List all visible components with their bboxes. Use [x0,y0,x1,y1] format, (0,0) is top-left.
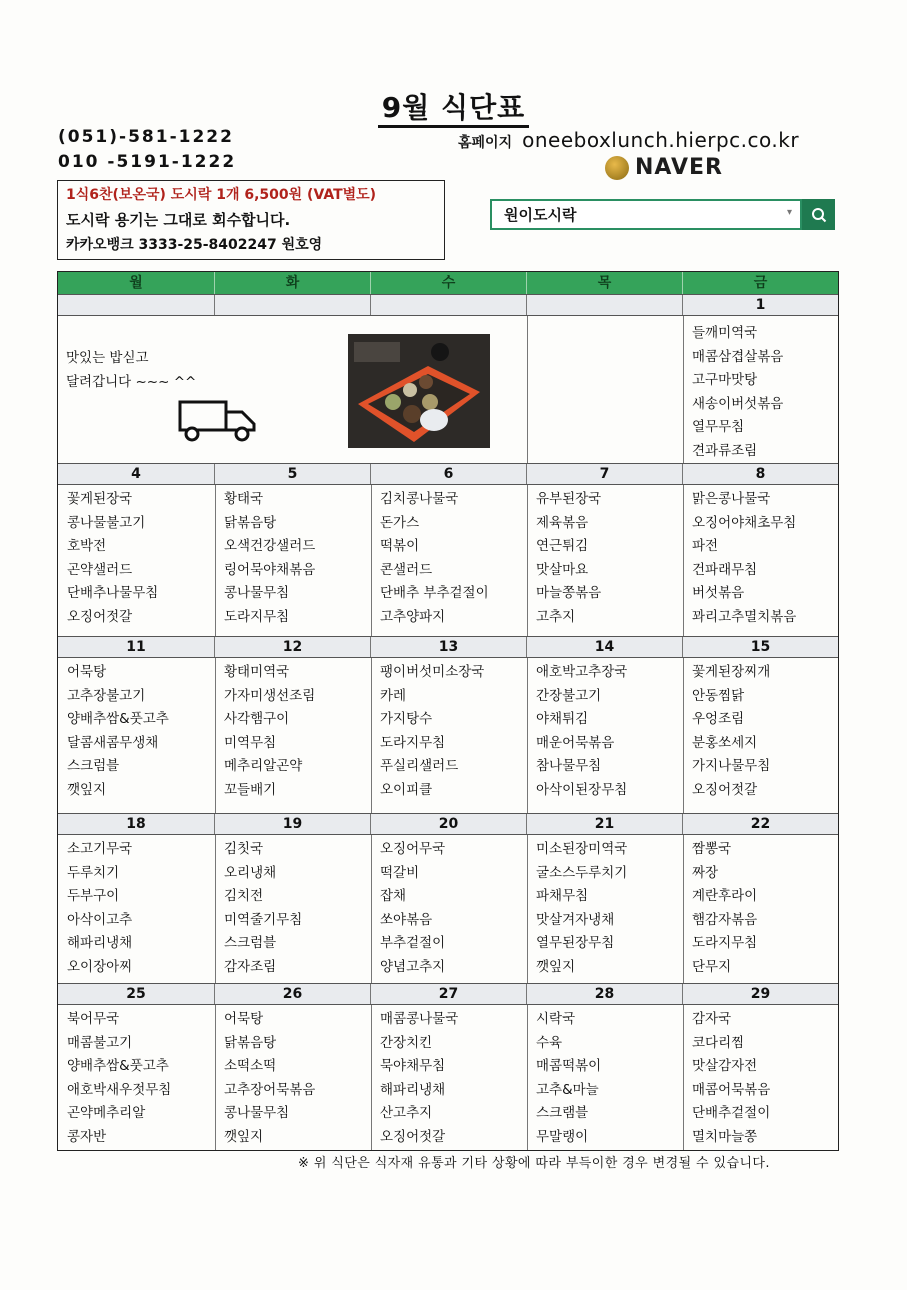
menu-item: 황태미역국 [224,664,290,680]
menu-item: 매콤떡볶이 [536,1058,602,1074]
menu-item: 사각햄구이 [224,711,290,727]
menu-item: 오리냉채 [224,864,277,881]
menu-item: 고추장불고기 [67,687,146,704]
menu-item: 오징어젓갈 [692,781,758,798]
menu-item: 오이피클 [380,781,433,798]
menu-item: 닭볶음탕 [224,514,277,531]
menu-day-29 [683,1006,838,1149]
date-label: 15 [750,639,771,655]
menu-item: 감자조림 [224,958,277,975]
date-label: 26 [215,984,371,1004]
menu-item: 고추지 [536,608,576,625]
menu-item: 양배추쌈&풋고추 [67,1058,169,1074]
menu-item: 꼬들배기 [224,781,277,798]
menu-item: 카레 [380,687,407,704]
homepage-url[interactable]: oneeboxlunch.hierpc.co.kr [522,128,800,152]
menu-day-19 [215,836,371,979]
menu-day-28 [527,1006,683,1149]
date-label: 28 [527,984,683,1004]
week-5-dates [58,983,838,1005]
weekday-fri: 금 [753,275,768,291]
menu-item: 햄감자볶음 [692,911,758,928]
date-1: 1 [755,297,766,313]
lunchbox-photo [348,334,490,448]
date-label: 29 [750,986,771,1002]
weekday-wed: 수 [371,272,527,294]
menu-item: 간장불고기 [536,687,602,704]
menu-item: 매콤삼겹살볶음 [692,348,784,365]
menu-item: 멸치마늘쫑 [692,1128,758,1145]
menu-item: 메추리알곤약 [224,758,303,774]
menu-item: 도라지무침 [224,608,290,625]
menu-item: 김칫국 [224,841,264,857]
menu-item: 매콤불고기 [67,1034,133,1051]
menu-item: 잡채 [380,888,407,904]
weekday-thu: 목 [527,272,683,294]
week-1-dates [58,294,838,316]
menu-item: 콩나물불고기 [67,514,146,531]
menu-item: 오이장아찌 [67,958,133,975]
menu-item: 고추양파지 [380,608,446,625]
phone-number-2: 010 -5191-1222 [58,152,237,172]
menu-item: 참나물무침 [536,758,602,774]
footnote: ※ 위 식단은 식자재 유통과 기타 상황에 따라 부득이한 경우 변경될 수 있습니다. [298,1156,770,1171]
menu-item: 계란후라이 [692,888,758,904]
date-label: 8 [755,466,766,482]
menu-item: 분홍쏘세지 [692,734,758,751]
date-label: 25 [58,984,215,1004]
menu-item: 푸실리샐러드 [380,758,459,774]
menu-item: 수육 [536,1034,563,1051]
menu-item: 가자미생선조림 [224,687,316,704]
menu-item: 스크럼블 [67,758,120,774]
date-label: 19 [215,814,371,834]
menu-item: 짜장 [692,864,719,881]
menu-item: 해파리냉채 [67,935,133,951]
menu-item: 콘샐러드 [380,561,433,578]
homepage [458,128,799,152]
menu-item: 스크램블 [536,1105,589,1121]
menu-item: 견과류조림 [692,442,758,459]
menu-item: 곤약샐러드 [67,561,133,578]
menu-item: 맛살겨자냉채 [536,911,615,928]
menu-item: 콩자반 [67,1128,107,1145]
menu-item: 파채무침 [536,888,589,904]
menu-item: 묵야채무침 [380,1058,446,1074]
menu-item: 안동찜닭 [692,687,745,704]
menu-item: 콩나물무침 [224,585,290,601]
phone-number-1: (051)-581-1222 [58,127,234,147]
menu-item: 유부된장국 [536,491,602,507]
menu-item: 오색건강샐러드 [224,538,316,554]
date-label: 5 [215,464,371,484]
menu-item: 산고추지 [380,1105,433,1121]
weekday-mon: 월 [58,272,215,294]
menu-item: 열무무침 [692,419,745,435]
menu-item: 어묵탕 [224,1011,264,1027]
menu-item: 우엉조림 [692,711,745,727]
menu-day-11 [58,659,215,802]
menu-day-15 [683,659,838,802]
menu-item: 새송이버섯볶음 [692,395,784,412]
delivery-truck-icon [178,398,258,444]
date-label: 21 [527,814,683,834]
menu-item: 두루치기 [67,864,120,881]
menu-day-12 [215,659,371,802]
menu-item: 마늘쫑볶음 [536,585,602,601]
menu-day-21 [527,836,683,979]
date-label: 12 [215,637,371,657]
menu-item: 깻잎지 [536,958,576,975]
menu-item: 짬뽕국 [692,841,732,857]
naver-logo: NAVER [605,155,723,180]
week-3-dates [58,636,838,658]
menu-item: 감자국 [692,1011,732,1027]
menu-item: 오징어젓갈 [67,608,133,625]
menu-item: 꽃게된장국 [67,491,133,507]
menu-item: 고추&마늘 [536,1081,599,1098]
week-4-dates [58,813,838,835]
order-info-box [57,180,445,260]
menu-day-18 [58,836,215,979]
menu-item: 쏘야볶음 [380,911,433,928]
menu-item: 김치전 [224,888,264,904]
menu-item: 맑은콩나물국 [692,491,771,507]
menu-day-25 [58,1006,215,1149]
menu-item: 맛살감자전 [692,1058,758,1074]
menu-item: 김치콩나물국 [380,491,459,507]
menu-item: 곤약메추리알 [67,1105,146,1121]
menu-item: 오징어야채초무침 [692,514,797,531]
date-label: 20 [371,814,527,834]
menu-item: 단배추겉절이 [692,1105,771,1121]
menu-item: 도라지무침 [380,734,446,751]
menu-item: 매콤콩나물국 [380,1011,459,1027]
dropdown-icon[interactable]: ▾ [786,207,792,218]
page-title: 9월 식단표 [0,86,907,126]
menu-item: 미역줄기무침 [224,911,303,928]
week-2-dates [58,463,838,485]
menu-item: 아삭이고추 [67,911,133,928]
menu-item: 양념고추지 [380,958,446,975]
menu-item: 고추장어묵볶음 [224,1081,316,1098]
menu-day-20 [371,836,527,979]
menu-item: 제육볶음 [536,514,589,531]
menu-calendar [57,271,839,1151]
menu-item: 깻잎지 [224,1128,264,1145]
container-notice: 도시락 용기는 그대로 회수합니다. [66,211,291,229]
menu-item: 가지나물무침 [692,758,771,774]
menu-day-1 [683,320,838,463]
menu-item: 들깨미역국 [692,325,758,341]
menu-item: 꽈리고추멸치볶음 [692,608,797,625]
menu-item: 굴소스두루치기 [536,864,628,881]
menu-item: 무말랭이 [536,1128,589,1145]
menu-item: 호박전 [67,538,107,554]
menu-item: 건파래무침 [692,561,758,578]
date-label: 22 [750,816,771,832]
menu-item: 파전 [692,538,719,554]
menu-item: 돈가스 [380,514,420,531]
menu-day-22 [683,836,838,979]
menu-item: 단배추나물무침 [67,585,159,601]
menu-item: 북어무국 [67,1011,120,1027]
menu-day-8 [683,486,838,629]
menu-item: 코다리찜 [692,1034,745,1051]
menu-item: 미역무침 [224,734,277,751]
date-label: 13 [371,637,527,657]
menu-item: 맛살마요 [536,561,589,578]
menu-item: 부추겉절이 [380,935,446,951]
menu-item: 오징어무국 [380,841,446,857]
menu-item: 해파리냉채 [380,1081,446,1098]
menu-item: 깻잎지 [67,781,107,798]
menu-item: 매운어묵볶음 [536,734,615,751]
menu-item: 미소된장미역국 [536,841,628,857]
date-label: 7 [527,464,683,484]
menu-item: 떡갈비 [380,864,420,881]
weekday-header [58,272,838,294]
weekday-tue: 화 [215,272,371,294]
menu-item: 스크럼블 [224,935,277,951]
menu-item: 양배추쌈&풋고추 [67,711,169,727]
menu-item: 아삭이된장무침 [536,781,628,798]
menu-item: 애호박고추장국 [536,664,628,680]
menu-item: 황태국 [224,491,264,507]
date-label: 14 [527,637,683,657]
menu-item: 꽃게된장찌개 [692,664,771,680]
menu-day-27 [371,1006,527,1149]
menu-item: 닭볶음탕 [224,1034,277,1051]
menu-item: 열무된장무침 [536,935,615,951]
menu-item: 단무지 [692,958,732,975]
menu-item: 오징어젓갈 [380,1128,446,1145]
menu-item: 떡볶이 [380,538,420,554]
menu-day-13 [371,659,527,802]
menu-day-7 [527,486,683,629]
menu-item: 소고기무국 [67,841,133,857]
menu-item: 매콤어묵볶음 [692,1081,771,1098]
date-label: 4 [58,464,215,484]
menu-day-14 [527,659,683,802]
menu-item: 팽이버섯미소장국 [380,664,485,680]
menu-item: 가지탕수 [380,711,433,727]
price-info: 1식6찬(보온국) 도시락 1개 6,500원 (VAT별도) [66,187,377,203]
menu-item: 연근튀김 [536,538,589,554]
homepage-label: 홈페이지 [458,135,513,151]
bank-account: 카카오뱅크 3333-25-8402247 원호영 [66,237,323,253]
menu-item: 달콤새콤무생채 [67,734,159,751]
search-icon [811,207,827,223]
menu-item: 시락국 [536,1011,576,1027]
menu-item: 단배추 부추겉절이 [380,585,489,601]
menu-item: 어묵탕 [67,664,107,680]
menu-day-6 [371,486,527,629]
date-label: 6 [371,464,527,484]
menu-day-4 [58,486,215,629]
menu-item: 버섯볶음 [692,585,745,601]
menu-item: 링어묵야채볶음 [224,561,316,578]
menu-item: 야채튀김 [536,711,589,727]
menu-item: 도라지무침 [692,935,758,951]
menu-day-5 [215,486,371,629]
menu-day-26 [215,1006,371,1149]
menu-item: 간장치킨 [380,1034,433,1051]
menu-item: 소떡소떡 [224,1058,277,1074]
search-input[interactable]: 원이도시락 ▾ [490,199,802,230]
naver-logo-icon [605,156,629,180]
promo-message: 맛있는 밥싣고 달려갑니다 ~~~ ^^ [66,350,197,390]
menu-item: 두부구이 [67,888,120,904]
date-label: 18 [58,814,215,834]
menu-item: 콩나물무침 [224,1105,290,1121]
date-label: 27 [371,984,527,1004]
menu-item: 애호박새우젓무침 [67,1081,172,1098]
date-label: 11 [58,637,215,657]
search-button[interactable] [802,199,835,230]
menu-item: 고구마맛탕 [692,372,758,388]
